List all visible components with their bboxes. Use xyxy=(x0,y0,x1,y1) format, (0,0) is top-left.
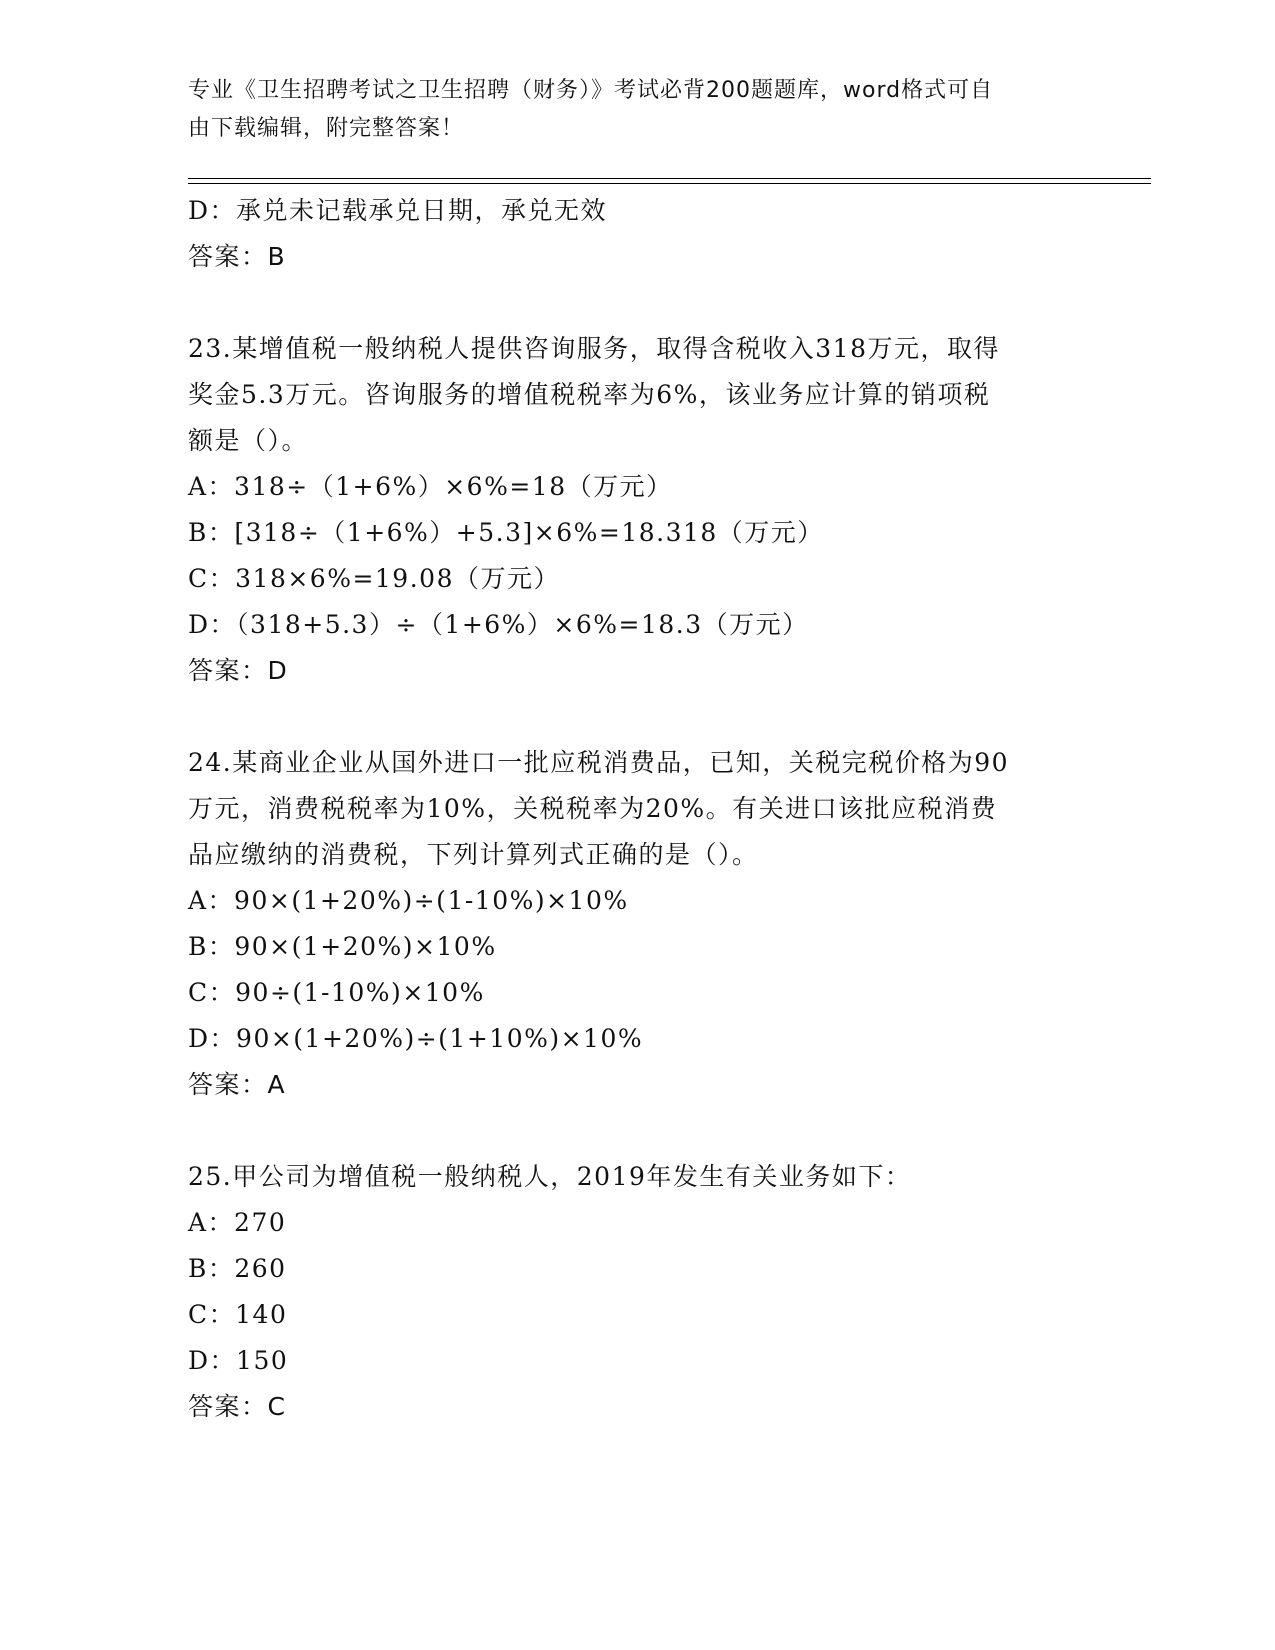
question-23 xyxy=(188,326,1088,694)
option-d: D：90×(1+20%)÷(1+10%)×10% xyxy=(188,1024,644,1053)
option-a: A：90×(1+20%)÷(1-10%)×10% xyxy=(188,886,629,915)
question-stem-line: 奖金5.3万元。咨询服务的增值税税率为6%，该业务应计算的销项税 xyxy=(188,380,991,409)
option-c: C：140 xyxy=(188,1300,288,1329)
question-stem-line: 万元，消费税税率为10%，关税税率为20%。有关进口该批应税消费 xyxy=(188,794,998,823)
answer-label: 答案：C xyxy=(188,1392,287,1421)
question-stem-line: 23.某增值税一般纳税人提供咨询服务，取得含税收入318万元，取得 xyxy=(188,334,1000,363)
question-24 xyxy=(188,740,1088,1108)
header-line-1: 专业《卫生招聘考试之卫生招聘（财务）》考试必背200题题库，word格式可自 xyxy=(188,78,994,103)
question-stem-line: 25.甲公司为增值税一般纳税人，2019年发生有关业务如下： xyxy=(188,1162,912,1191)
option-b: B：260 xyxy=(188,1254,287,1283)
question-stem-line: 额是（）。 xyxy=(188,426,309,455)
answer-label: 答案：B xyxy=(188,242,287,271)
option-b: B：[318÷（1+6%）+5.3]×6%=18.318（万元） xyxy=(188,518,824,547)
header-line-2: 由下载编辑，附完整答案！ xyxy=(188,116,465,141)
option-a: A：270 xyxy=(188,1208,287,1237)
spacer xyxy=(188,280,1088,326)
question-stem-line: 24.某商业企业从国外进口一批应税消费品，已知，关税完税价格为90 xyxy=(188,748,1010,777)
spacer xyxy=(188,1108,1088,1154)
question-22-tail xyxy=(188,188,1088,280)
question-stem-line: 品应缴纳的消费税，下列计算列式正确的是（）。 xyxy=(188,840,759,869)
option-c: C：90÷(1-10%)×10% xyxy=(188,978,485,1007)
option-c: C：318×6%=19.08（万元） xyxy=(188,564,560,593)
answer-label: 答案：A xyxy=(188,1070,287,1099)
header-rule-thin xyxy=(188,183,1151,184)
document-header xyxy=(188,72,1088,148)
option-d: D：（318+5.3）÷（1+6%）×6%=18.3（万元） xyxy=(188,610,809,639)
option-b: B：90×(1+20%)×10% xyxy=(188,932,497,961)
option-d: D：150 xyxy=(188,1346,289,1375)
question-list xyxy=(188,188,1088,1430)
option-d: D：承兑未记载承兑日期，承兑无效 xyxy=(188,196,608,225)
option-a: A：318÷（1+6%）×6%=18（万元） xyxy=(188,472,673,501)
spacer xyxy=(188,694,1088,740)
answer-label: 答案：D xyxy=(188,656,289,685)
question-25 xyxy=(188,1154,1088,1430)
header-rule-thick xyxy=(188,178,1151,179)
